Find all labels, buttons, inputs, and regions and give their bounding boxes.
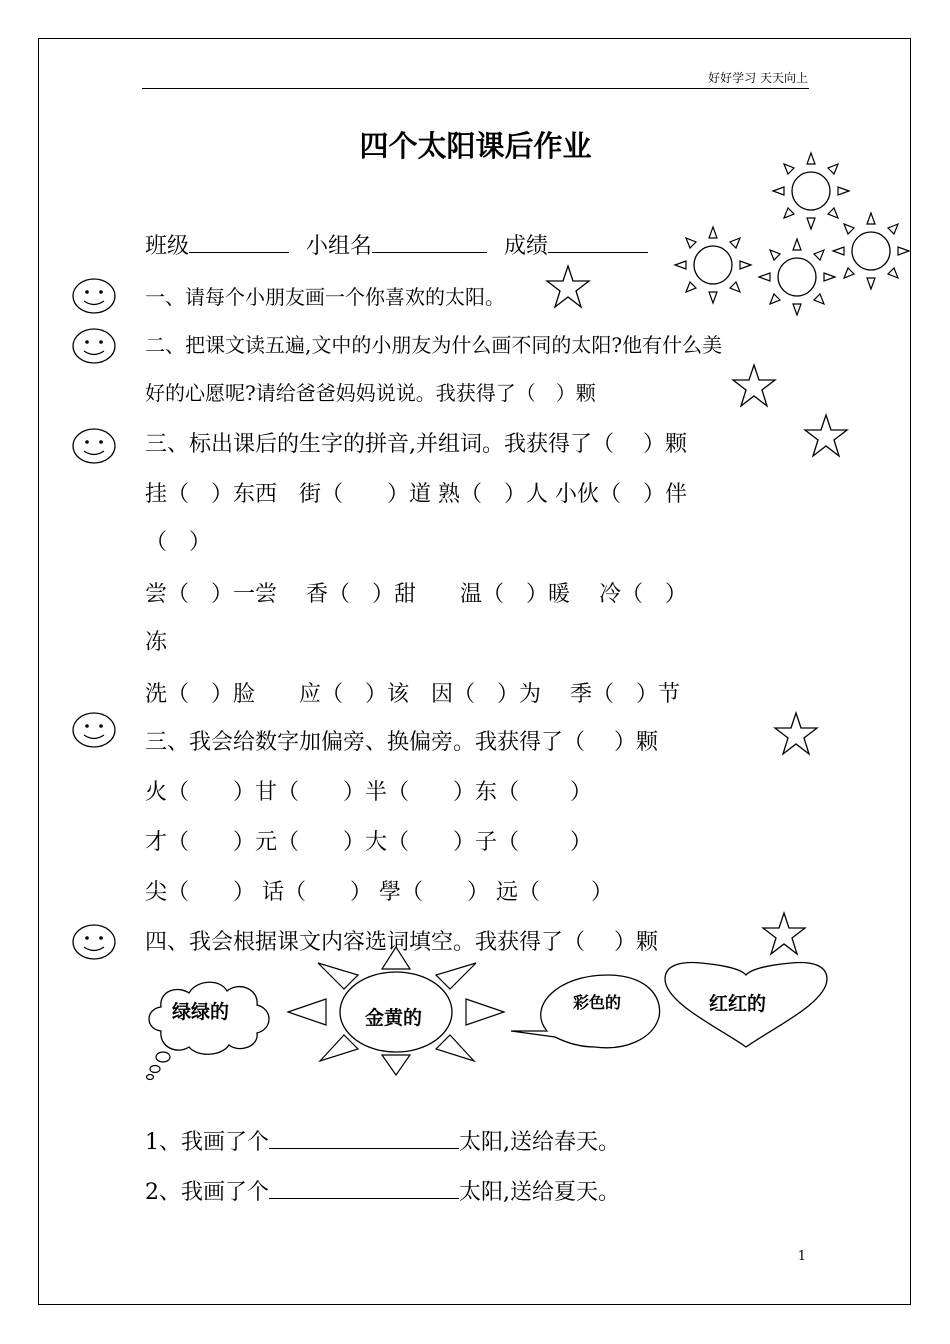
star-icon [773, 711, 819, 757]
sun-icon [831, 211, 911, 291]
section-4-row-1: 火（ ）甘（ ）半（ ）东（ ） [145, 780, 592, 805]
fill-item-2 [145, 1175, 620, 1206]
star-icon [761, 911, 807, 957]
group-blank[interactable] [372, 230, 487, 253]
fill-item-prefix: 1、我画了个 [145, 1130, 269, 1155]
score-blank[interactable] [548, 230, 648, 253]
section-3-title: 三、标出课后的生字的拼音,并组词。我获得了（ ）颗 [145, 432, 687, 457]
fill-item-1 [145, 1125, 620, 1156]
star-icon [545, 264, 591, 310]
header-motto: 好好学习 天天向上 [708, 71, 808, 85]
word-cloud-label: 绿绿的 [172, 1001, 230, 1023]
worksheet-page [38, 38, 911, 1305]
word-sun-label: 金黄的 [365, 1007, 423, 1029]
fill-item-suffix: 太阳,送给夏天。 [459, 1180, 620, 1205]
header-rule [142, 88, 809, 89]
section-3-row-2: 尝（ ）一尝 香（ ）甜 温（ ）暖 冷（ ） [145, 582, 687, 607]
section-4-row-2: 才（ ）元（ ）大（ ）子（ ） [145, 830, 592, 855]
page-number: 1 [797, 1249, 806, 1264]
smiley-icon [71, 277, 117, 315]
section-1: 一、请每个小朋友画一个你喜欢的太阳。 [145, 285, 505, 309]
section-2-line-2: 好的心愿呢?请给爸爸妈妈说说。我获得了（ ）颗 [145, 381, 596, 405]
section-5-title: 四、我会根据课文内容选词填空。我获得了（ ）颗 [145, 930, 658, 955]
class-blank[interactable] [189, 230, 289, 253]
fill-item-suffix: 太阳,送给春天。 [459, 1130, 620, 1155]
score-label: 成绩 [504, 234, 549, 259]
fill-item-prefix: 2、我画了个 [145, 1180, 269, 1205]
section-4-row-3: 尖（ ） 话（ ） 學（ ） 远（ ） [145, 880, 613, 905]
sun-icon [757, 237, 837, 317]
group-label: 小组名 [306, 234, 373, 259]
smiley-icon [71, 923, 117, 961]
form-line [145, 229, 648, 260]
smiley-icon [71, 327, 117, 365]
fill-blank[interactable] [269, 1126, 459, 1149]
word-bubble-label: 彩色的 [573, 993, 622, 1012]
page-title: 四个太阳课后作业 [359, 129, 592, 163]
sun-icon [673, 225, 753, 305]
section-3-row-1b: （ ） [145, 530, 212, 555]
class-label: 班级 [145, 234, 190, 259]
star-icon [731, 363, 777, 409]
section-2-line-1: 二、把课文读五遍,文中的小朋友为什么画不同的太阳?他有什么美 [145, 333, 723, 357]
smiley-icon [71, 427, 117, 465]
fill-blank[interactable] [269, 1176, 459, 1199]
thought-cloud-icon [141, 971, 281, 1081]
section-3-row-2b: 冻 [145, 630, 168, 655]
star-icon [803, 413, 849, 459]
smiley-icon [71, 711, 117, 749]
word-heart-label: 红红的 [709, 993, 767, 1015]
section-3-row-1: 挂（ ）东西 街（ ）道 熟（ ）人 小伙（ ）伴 [145, 482, 687, 507]
section-3-row-3: 洗（ ）脸 应（ ）该 因（ ）为 季（ ）节 [145, 682, 680, 707]
section-4-title: 三、我会给数字加偏旁、换偏旁。我获得了（ ）颗 [145, 730, 658, 755]
